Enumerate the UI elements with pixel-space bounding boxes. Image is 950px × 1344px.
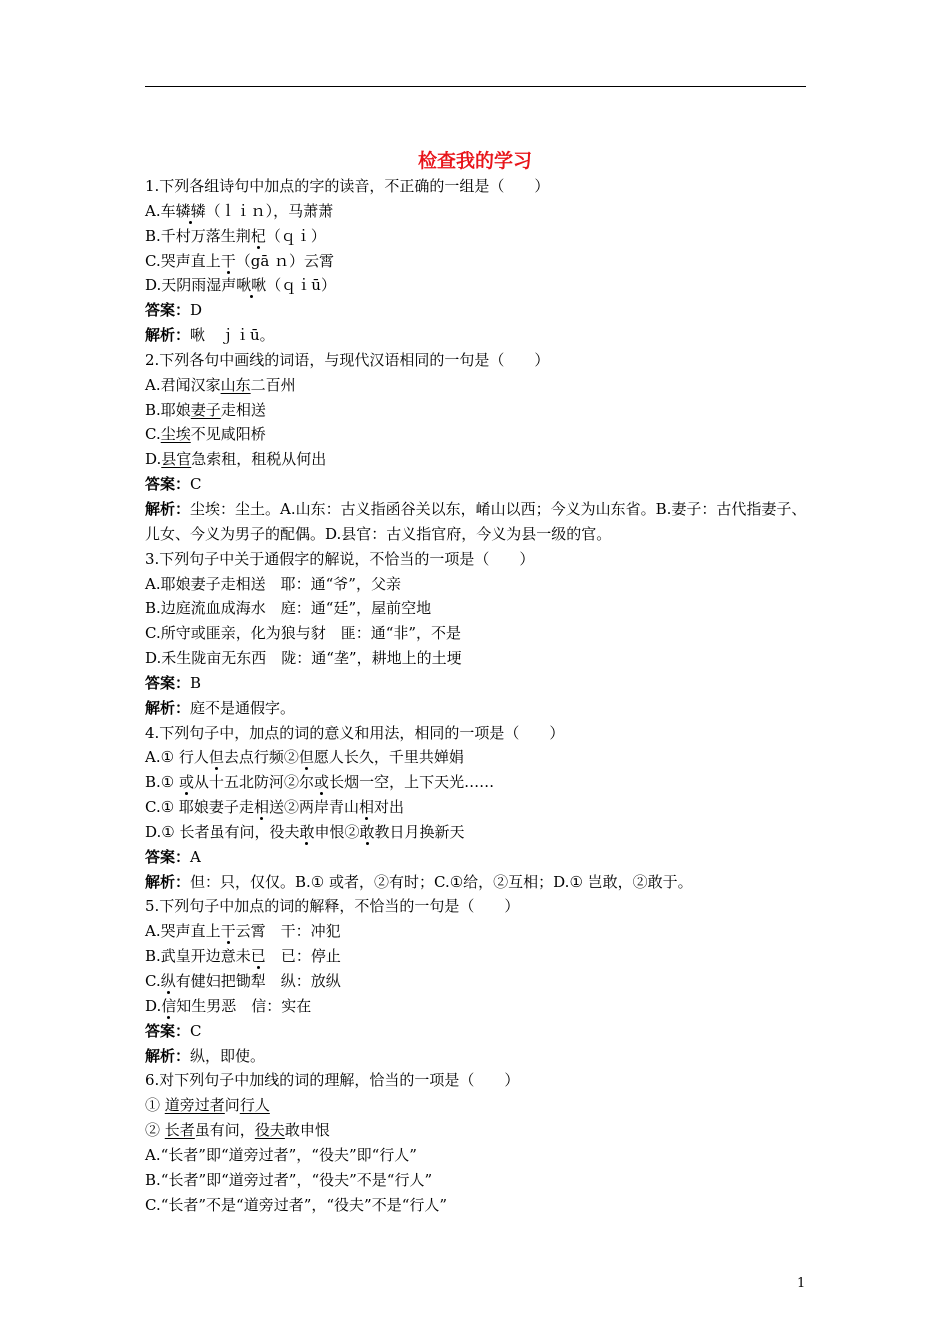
question-6-option-c: C.“长者”不是“道旁过者”，“役夫”不是“行人”	[145, 1195, 448, 1214]
question-4-option-c: C.① 耶娘妻子走相送②两岸青山相对出	[145, 798, 404, 817]
question-5-answer: 答案：C	[145, 1021, 202, 1040]
underlined-word: 行人	[239, 1096, 270, 1115]
dotted-chars: 但	[298, 748, 314, 767]
question-5-option-c: C.纵有健妇把锄犁 纵：放纵	[145, 972, 341, 990]
dotted-chars: 纵	[160, 972, 176, 990]
question-4-option-b: B.① 或从十五北防河②尔或长烟一空，上下天光……	[145, 773, 495, 792]
question-2-option-d: D.县官急索租，租税从何出	[145, 450, 327, 469]
dotted-chars: 敢	[299, 822, 315, 841]
question-6-sentence-1: ① 道旁过者问行人	[145, 1096, 270, 1115]
question-5-option-b: B.武皇开边意未已 已：停止	[145, 947, 341, 966]
question-1-answer: 答案：D	[145, 301, 203, 320]
question-6-option-a: A.“长者”即“道旁过者”，“役夫”即“行人”	[145, 1145, 417, 1164]
question-5-option-d: D.信知生男恶 信：实在	[145, 996, 312, 1015]
dotted-chars: 或	[179, 773, 195, 792]
question-3-answer: 答案：B	[145, 673, 202, 692]
document-body	[145, 174, 810, 1217]
question-3-explanation: 解析：庭不是通假字。	[145, 698, 296, 717]
question-5-option-a: A.哭声直上干云霄 干：冲犯	[145, 922, 341, 941]
question-3-option-a: A.耶娘妻子走相送 耶：通“爷”，父亲	[145, 574, 401, 593]
question-2-stem: 2.下列各句中画线的词语，与现代汉语相同的一句是（ ）	[145, 350, 550, 369]
question-3-option-c: C.所守或匪亲，化为狼与豺 匪：通“非”，不是	[145, 624, 462, 643]
question-5-explanation: 解析：纵，即使。	[145, 1046, 266, 1065]
question-1-stem: 1.下列各组诗句中加点的字的读音，不正确的一组是（ ）	[145, 177, 550, 195]
question-1-option-b: B.千村万落生荆杞（ｑｉ）	[145, 226, 326, 245]
question-4-stem: 4.下列句子中，加点的词的意义和用法，相同的一项是（ ）	[145, 723, 565, 742]
question-4-option-d: D.① 长者虽有问，役夫敢申恨②敢教日月换新天	[145, 822, 465, 841]
dotted-chars: 已	[250, 947, 266, 966]
dotted-chars: 相	[358, 798, 374, 817]
question-2-option-b: B.耶娘妻子走相送	[145, 400, 266, 419]
dotted-chars: 杞	[250, 226, 266, 245]
question-4-option-a: A.① 行人但去点行频②但愿人长久，千里共婵娟	[145, 748, 464, 767]
dotted-chars: 但	[208, 748, 224, 767]
question-2-answer: 答案：C	[145, 475, 202, 494]
question-2-option-c: C.尘埃不见咸阳桥	[145, 425, 266, 444]
underlined-word: 山东	[220, 375, 251, 394]
underlined-word: 县官	[161, 450, 192, 469]
underlined-word: 役夫	[254, 1121, 285, 1140]
underlined-word: 尘埃	[160, 425, 191, 444]
header-rule	[145, 86, 806, 87]
question-5-stem: 5.下列句子中加点的词的解释，不恰当的一句是（ ）	[145, 897, 520, 916]
dotted-chars: 或	[314, 773, 330, 792]
dotted-chars: 敢	[359, 822, 375, 841]
question-4-answer: 答案：A	[145, 847, 201, 866]
question-2-explanation: 解析：尘埃：尘土。A.山东：古义指函谷关以东，崤山以西；今义为山东省。B.妻子：古代指妻子、儿女、今义为男子的配偶。D.县官：古义指官府，今义为县一级的官。	[145, 499, 807, 543]
question-2-option-a: A.君闻汉家山东二百州	[145, 375, 296, 394]
dotted-chars: 相	[253, 798, 269, 817]
page-title: 检查我的学习	[417, 150, 532, 172]
question-6-option-b: B.“长者”即“道旁过者”，“役夫”不是“行人”	[145, 1170, 433, 1189]
dotted-chars: 辚辚	[175, 201, 206, 220]
dotted-chars: 啾啾	[236, 276, 267, 295]
underlined-word: 道旁过者	[164, 1096, 225, 1115]
underlined-word: 妻子	[190, 400, 221, 419]
question-1-option-c: C.哭声直上干（gā ｎ）云霄	[145, 251, 335, 270]
question-3-option-b: B.边庭流血成海水 庭：通“廷”，屋前空地	[145, 599, 432, 618]
question-1-option-d: D.天阴雨湿声啾啾（ｑｉū）	[145, 276, 336, 295]
question-3-stem: 3.下列句子中关于通假字的解说，不恰当的一项是（ ）	[145, 549, 535, 568]
dotted-chars: 干	[220, 922, 236, 941]
question-6-stem: 6.对下列句子中加线的词的理解，恰当的一项是（ ）	[145, 1071, 520, 1090]
dotted-chars: 信	[161, 996, 177, 1015]
question-1-explanation: 解析：啾 ｊｉū。	[145, 326, 275, 345]
underlined-word: 长者	[164, 1121, 195, 1140]
question-4-explanation: 解析：但：只，仅仅。B.① 或者，②有时；C.①给，②互相；D.① 岂敢，②敢于。	[145, 872, 693, 891]
dotted-chars: 干	[220, 251, 236, 270]
question-3-option-d: D.禾生陇亩无东西 陇：通“垄”，耕地上的土埂	[145, 649, 462, 668]
page-number: 1	[797, 1276, 806, 1291]
question-1-option-a: A.车辚辚（ｌｉｎ），马萧萧	[145, 201, 334, 220]
question-6-sentence-2: ② 长者虽有问，役夫敢申恨	[145, 1121, 330, 1140]
